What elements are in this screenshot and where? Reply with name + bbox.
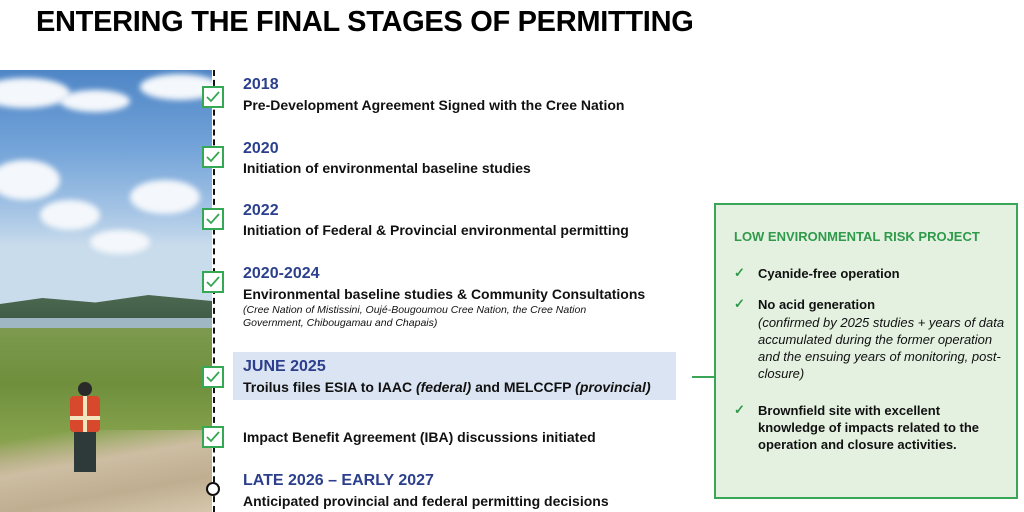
timeline-year: 2020-2024 <box>243 265 320 282</box>
timeline-year: LATE 2026 – EARLY 2027 <box>243 472 434 489</box>
timeline-text: Environmental baseline studies & Community Consultations <box>243 286 646 302</box>
timeline-note: (Cree Nation of Mistissini, Oujé-Bougoumou Cree Nation, the Cree Nation Government, Chibougamau and Chapais) <box>243 304 587 329</box>
check-box-icon <box>202 426 224 448</box>
risk-item-text: Cyanide-free operation <box>758 266 900 281</box>
timeline-text: Initiation of environmental baseline studies <box>243 160 531 176</box>
check-box-icon <box>202 208 224 230</box>
check-box-icon <box>202 271 224 293</box>
risk-box <box>714 203 1018 499</box>
timeline-text: Impact Benefit Agreement (IBA) discussions initiated <box>243 429 596 445</box>
check-box-icon <box>202 366 224 388</box>
check-mark-icon: ✓ <box>734 402 745 417</box>
timeline-year: JUNE 2025 <box>243 358 326 375</box>
timeline-text: Pre-Development Agreement Signed with the Cree Nation <box>243 97 625 113</box>
check-mark-icon: ✓ <box>734 296 745 311</box>
risk-box-title: LOW ENVIRONMENTAL RISK PROJECT <box>734 229 980 244</box>
connector-line <box>692 376 714 378</box>
risk-item-text: No acid generation <box>758 297 876 312</box>
worker-figure <box>64 382 106 474</box>
site-photo <box>0 70 212 512</box>
timeline-year: 2018 <box>243 76 279 93</box>
timeline-text: Initiation of Federal & Provincial environmental permitting <box>243 222 629 238</box>
timeline-year: 2022 <box>243 202 279 219</box>
risk-item-text: Brownfield site with excellent knowledge of impacts related to the operation and closure activities. <box>758 403 980 452</box>
check-box-icon <box>202 146 224 168</box>
timeline-text: Anticipated provincial and federal permitting decisions <box>243 493 609 509</box>
circle-icon <box>206 482 220 496</box>
check-mark-icon: ✓ <box>734 265 745 280</box>
timeline-text: Troilus files ESIA to IAAC (federal) and MELCCFP (provincial) <box>243 379 651 395</box>
risk-item-detail: (confirmed by 2025 studies + years of data accumulated during the former operation and the ensuing years of monitoring, post-closure) <box>758 315 1005 381</box>
page-title: ENTERING THE FINAL STAGES OF PERMITTING <box>36 6 694 38</box>
timeline-year: 2020 <box>243 140 279 157</box>
check-box-icon <box>202 86 224 108</box>
